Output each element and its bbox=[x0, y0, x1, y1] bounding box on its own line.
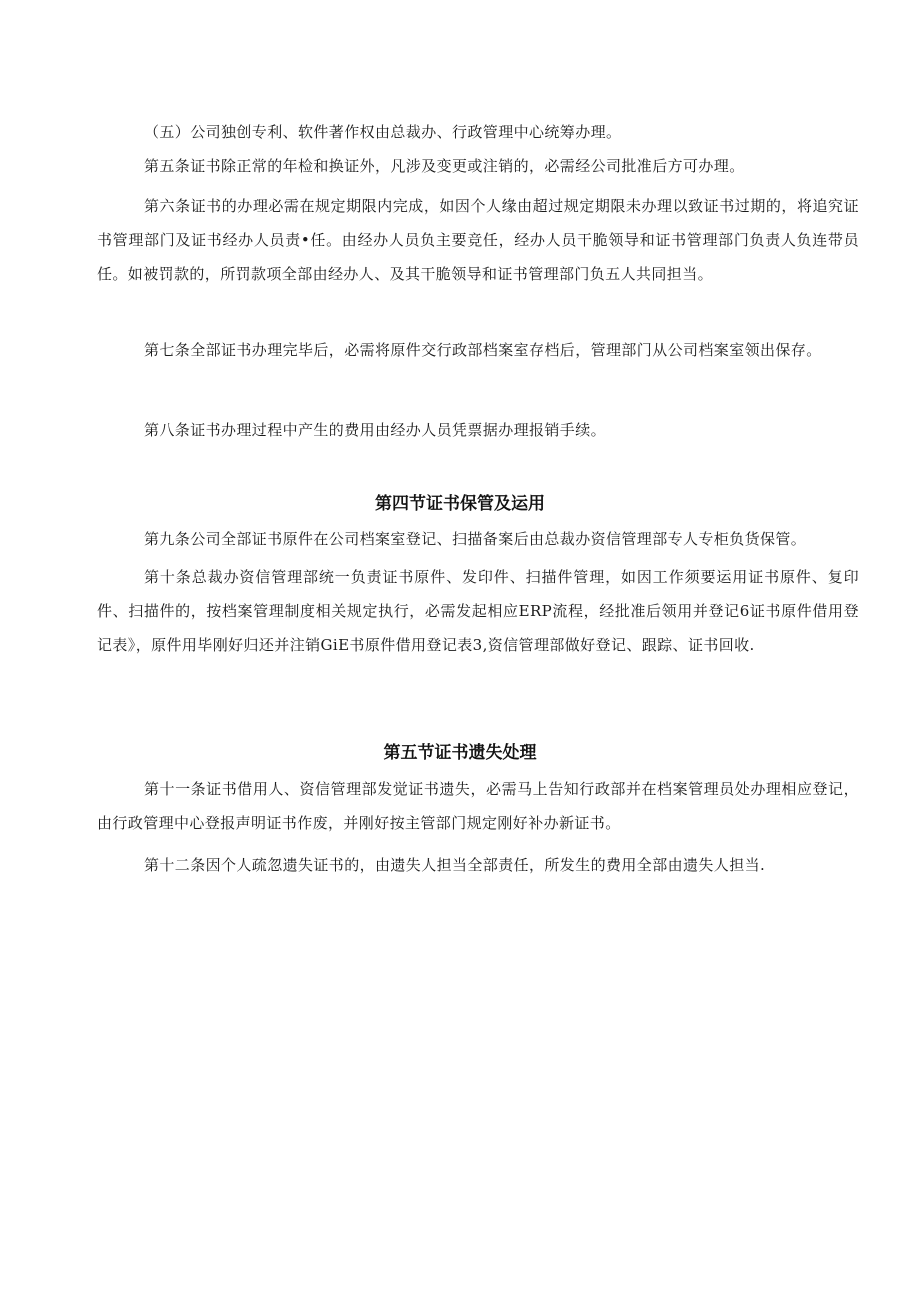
section-heading-4: 第四节证书保管及运用 bbox=[375, 494, 545, 514]
paragraph-article-7: 第七条全部证书办理完毕后，必需将原件交行政部档案室存档后，管理部门从公司档案室领出保存。 bbox=[144, 341, 822, 359]
paragraph-item-5: （五）公司独创专利、软件著作权由总裁办、行政管理中心统筹办理。 bbox=[144, 123, 622, 141]
paragraph-article-9: 第九条公司全部证书原件在公司档案室登记、扫描备案后由总裁办资信管理部专人专柜负货保管。 bbox=[144, 530, 807, 548]
paragraph-article-12: 第十二条因个人疏忽遗失证书的，由遗失人担当全部责任，所发生的费用全部由遗失人担当. bbox=[144, 856, 766, 874]
paragraph-article-8: 第八条证书办理过程中产生的费用由经办人员凭票据办理报销手续。 bbox=[144, 421, 607, 439]
paragraph-article-10: 第十条总裁办资信管理部统一负责证书原件、发印件、扫描件管理，如因工作须要运用证书原件、复印件、扫描件的，按档案管理制度相关规定执行，必需发起相应ERP流程，经批准后领用并登记6证书原件借用登记表》，原件用毕刚好归还并注销GiE书原件借用登记表3,资信管理部做好登记、跟踪、证书回收. bbox=[97, 568, 859, 654]
paragraph-article-6: 第六条证书的办理必需在规定期限内完成，如因个人缘由超过规定期限未办理以致证书过期的，将追究证书管理部门及证书经办人员责•任。由经办人员负主要竞任，经办人员干脆领导和证书管理部门负责人负连带员任。如被罚款的，所罚款项全部由经办人、及其干脆领导和证书管理部门负五人共同担当。 bbox=[97, 197, 859, 283]
paragraph-article-5: 第五条证书除正常的年检和换证外，凡涉及变更或注销的，必需经公司批准后方可办理。 bbox=[144, 157, 745, 175]
section-heading-5: 第五节证书遗失处理 bbox=[383, 743, 537, 763]
paragraph-article-11: 第十一条证书借用人、资信管理部发觉证书遗失，必需马上告知行政部并在档案管理员处办理相应登记，由行政管理中心登报声明证书作废，并刚好按主管部门规定刚好补办新证书。 bbox=[97, 780, 859, 832]
